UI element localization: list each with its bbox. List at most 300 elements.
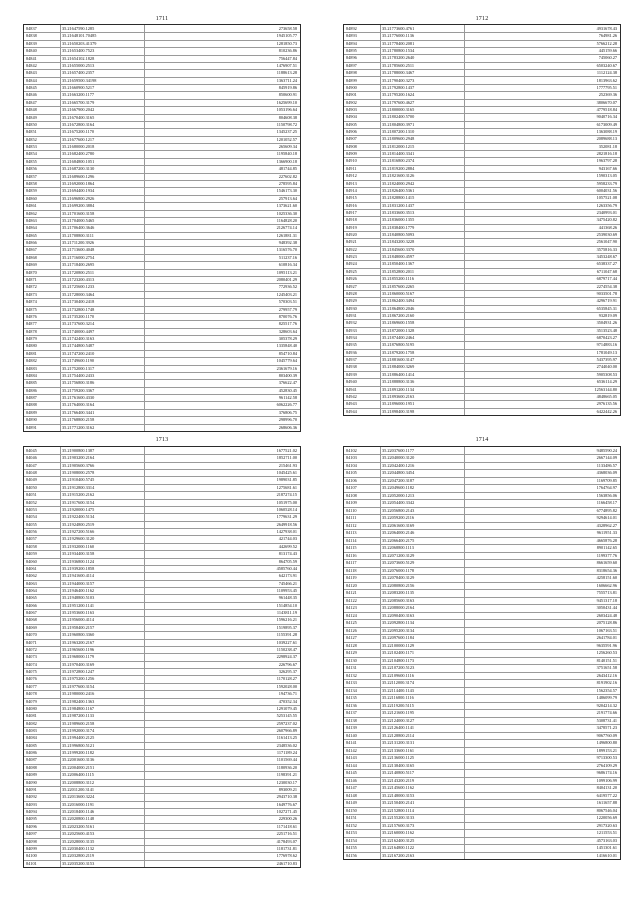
value-cell: 1590313.05 [596, 173, 617, 179]
coordinate-cell: 35.21694400.1934 [62, 188, 95, 194]
value-cell: 845919.86 [278, 85, 297, 91]
value-cell: 1291079.45 [276, 705, 297, 711]
value-cell: 2461710.83 [276, 860, 297, 866]
row-id-cell: 84854 [26, 151, 37, 157]
value-cell: 6774895.82 [596, 507, 617, 513]
value-cell: 745466.21 [278, 580, 297, 586]
value-cell: 1245403.21 [276, 291, 297, 297]
coordinate-cell: 35.21749600.1190 [62, 358, 95, 364]
coordinate-cell: 35.21891200.1134 [382, 386, 415, 392]
coordinate-cell: 35.21773600.4761 [382, 26, 415, 31]
coordinate-cell: 35.21771200.3162 [62, 424, 95, 430]
coordinate-cell: 35.22042400.1216 [382, 462, 415, 468]
value-cell: 298996.70 [278, 417, 297, 423]
coordinate-cell: 35.21778400.2081 [382, 40, 415, 46]
row-id-cell: 84080 [26, 705, 37, 711]
row-id-cell: 84934 [346, 335, 357, 341]
coordinate-cell: 35.21711200.3926 [62, 240, 95, 246]
row-id-cell: 84150 [346, 807, 357, 813]
row-id-cell: 84065 [26, 595, 37, 601]
row-id-cell: 84119 [346, 575, 357, 581]
row-id-cell: 84942 [346, 393, 357, 399]
row-id-cell: 84909 [346, 151, 357, 157]
value-cell: 1625699.10 [276, 99, 297, 105]
row-id-cell: 84103 [346, 455, 357, 461]
table-row [344, 852, 620, 859]
value-cell: 2744040.00 [596, 364, 617, 370]
coordinate-cell: 35.22071200.3129 [382, 552, 415, 558]
value-cell: 1164828.20 [276, 217, 297, 223]
coordinate-cell: 35.21783200.2640 [382, 55, 415, 61]
coordinate-cell: 35.22035200.3153 [62, 860, 95, 866]
row-id-cell: 84875 [26, 306, 37, 312]
value-cell: 870076.76 [278, 313, 297, 319]
coordinate-cell: 35.22088000.2164 [382, 605, 415, 611]
value-cell: 6173009.49 [596, 121, 617, 127]
coordinate-cell: 35.21874400.2464 [382, 335, 415, 341]
coordinate-cell: 35.21987200.1133 [62, 713, 95, 719]
row-id-cell: 84045 [26, 448, 37, 453]
coordinate-cell: 35.21944000.3157 [62, 580, 95, 586]
value-cell: 9033501.78 [596, 290, 617, 296]
coordinate-cell: 35.21723200.4313 [62, 276, 95, 282]
coordinate-cell: 35.21647590.1285 [62, 26, 95, 31]
coordinate-cell: 35.22020800.1148 [62, 816, 95, 822]
row-id-cell: 84906 [346, 129, 357, 135]
value-cell: 1161413.25 [276, 735, 297, 741]
value-cell: 1596216.21 [276, 617, 297, 623]
row-id-cell: 84050 [26, 484, 37, 490]
row-id-cell: 84877 [26, 321, 37, 327]
row-id-cell: 84933 [346, 327, 357, 333]
coordinate-cell: 35.22008800.3112 [62, 779, 95, 785]
value-cell: 2603424.48 [596, 612, 617, 618]
value-cell: 1275681.61 [276, 484, 297, 490]
coordinate-cell: 35.22030400.1132 [62, 845, 95, 851]
row-id-cell: 84142 [346, 747, 357, 753]
value-cell: 1195840.18 [276, 151, 297, 157]
row-id-cell: 84047 [26, 462, 37, 468]
row-id-cell: 84891 [26, 424, 37, 430]
value-cell: 570303.51 [278, 299, 297, 305]
row-id-cell: 84097 [26, 831, 37, 837]
coordinate-cell: 35.21876800.5195 [382, 342, 415, 348]
coordinate-cell: 35.21951200.1141 [62, 602, 95, 608]
value-cell: 252369.36 [598, 92, 617, 98]
coordinate-cell: 35.21893600.2163 [382, 393, 415, 399]
coordinate-cell: 35.21855200.1116 [382, 276, 414, 282]
row-id-cell: 84064 [26, 588, 37, 593]
coordinate-cell: 35.21903200.2164 [62, 455, 95, 461]
value-cell: 642173.91 [278, 573, 297, 579]
row-id-cell: 84086 [26, 750, 37, 756]
coordinate-cell: 35.21840800.5093 [382, 232, 415, 238]
coordinate-cell: 35.21862400.3494 [382, 298, 415, 304]
value-cell: 5437395.97 [596, 357, 617, 363]
coordinate-cell: 35.21980000.2416 [62, 691, 95, 697]
value-cell: 8901142.65 [596, 545, 617, 551]
value-cell: 2126774.14 [276, 225, 297, 231]
row-id-cell: 84929 [346, 298, 357, 304]
value-cell: 1562354.57 [596, 687, 617, 693]
row-id-cell: 84055 [26, 521, 37, 527]
row-id-cell: 84084 [26, 735, 37, 741]
coordinate-cell: 35.21852800.2011 [382, 268, 415, 274]
coordinate-cell: 35.22160000.1162 [382, 830, 415, 836]
row-id-cell: 84844 [26, 77, 37, 83]
row-id-cell: 84840 [26, 48, 37, 54]
row-id-cell: 84131 [346, 665, 357, 671]
value-cell: 8661659.60 [596, 560, 617, 566]
row-id-cell: 84101 [26, 860, 37, 866]
coordinate-cell: 35.21768800.2158 [62, 417, 95, 423]
value-cell: 9714883.16 [596, 342, 617, 348]
row-id-cell: 84058 [26, 543, 37, 549]
coordinate-cell: 35.21653400.7523 [62, 48, 95, 54]
value-cell: 850600.91 [278, 92, 297, 98]
value-cell: 1155391.28 [276, 632, 297, 638]
coordinate-cell: 35.21785600.2511 [382, 62, 415, 68]
row-id-cell: 84143 [346, 755, 357, 761]
coordinate-cell: 35.22133600.1161 [382, 747, 415, 753]
coordinate-cell: 35.21941600.4114 [62, 573, 95, 579]
coordinate-cell: 35.21742400.3163 [62, 336, 95, 342]
coordinate-cell: 35.21718400.2695 [62, 262, 95, 268]
value-cell: 1171418.61 [276, 823, 297, 829]
coordinate-cell: 35.21845600.3370 [382, 246, 415, 252]
row-id-cell: 84120 [346, 582, 357, 588]
coordinate-cell: 35.21881600.3147 [382, 357, 415, 363]
value-cell: 1045425.61 [276, 470, 297, 476]
row-id-cell: 84104 [346, 462, 357, 468]
value-cell: 3453248.67 [596, 254, 617, 260]
coordinate-cell: 35.22006400.1115 [62, 772, 94, 778]
value-cell: 1166458.17 [596, 500, 617, 506]
coordinate-cell: 35.21972800.1247 [62, 669, 95, 675]
value-cell: 3513523.48 [596, 327, 617, 333]
value-cell: 9067760.09 [596, 732, 617, 738]
row-id-cell: 84056 [26, 529, 37, 535]
coordinate-cell: 35.21924800.2519 [62, 521, 95, 527]
value-cell: 421744.03 [278, 536, 297, 542]
coordinate-cell: 35.21680000.2018 [62, 144, 95, 150]
coordinate-cell: 35.22076000.1178 [382, 567, 415, 573]
coordinate-cell: 35.21958400.2157 [62, 624, 95, 630]
row-id-cell: 84060 [26, 558, 37, 564]
value-cell: 1261881.31 [276, 232, 297, 238]
value-cell: 1211553.51 [596, 830, 617, 836]
coordinate-cell: 35.21857600.2265 [382, 283, 415, 289]
coordinate-cell: 35.22001600.3136 [62, 757, 95, 763]
row-id-cell: 84052 [26, 499, 37, 505]
value-cell: 1101569.44 [276, 757, 297, 763]
coordinate-cell: 35.21804800.3971 [382, 121, 415, 127]
value-cell: 8404131.20 [596, 785, 617, 791]
value-cell: 6879717.44 [596, 276, 617, 282]
coordinate-cell: 35.22061600.3169 [382, 522, 415, 528]
coordinate-cell: 35.21888800.3136 [382, 379, 415, 385]
value-cell: 5766212.28 [596, 40, 617, 46]
row-id-cell: 84073 [26, 654, 37, 660]
value-cell: 215461.93 [278, 462, 297, 468]
value-cell: 4779518.84 [596, 106, 617, 112]
value-cell: 1363088.19 [596, 129, 617, 135]
value-cell: 1199377.76 [596, 552, 617, 558]
coordinate-cell: 35.21831200.1437 [382, 202, 415, 208]
value-cell: 445159.66 [598, 48, 617, 54]
coordinate-cell: 35.22124000.3127 [382, 717, 415, 723]
row-id-cell: 84923 [346, 254, 357, 260]
row-id-cell: 84856 [26, 166, 37, 172]
coordinate-cell: 35.21797600.4627 [382, 99, 415, 105]
row-id-cell: 84072 [26, 646, 37, 652]
coordinate-cell: 35.21809600.2948 [382, 136, 415, 142]
value-cell: 229300.26 [278, 816, 297, 822]
value-cell: 756447.84 [278, 55, 297, 61]
row-id-cell: 84114 [346, 537, 357, 543]
value-cell: 8191902.16 [596, 680, 617, 686]
row-id-cell: 84129 [346, 650, 357, 656]
coordinate-cell: 35.21701600.3158 [62, 210, 95, 216]
value-cell: 2348536.02 [276, 742, 297, 748]
value-cell: 1476907.51 [276, 62, 297, 68]
value-cell: 1170128.27 [276, 676, 297, 682]
row-id-cell: 84876 [26, 313, 37, 319]
value-cell: 328603.64 [278, 328, 297, 334]
value-cell: 1256260.53 [596, 650, 617, 656]
row-id-cell: 84126 [346, 627, 357, 633]
row-id-cell: 84067 [26, 610, 37, 616]
value-cell: 4258151.60 [596, 575, 617, 581]
row-id-cell: 84076 [26, 676, 37, 682]
value-cell: 1133486.57 [596, 462, 617, 468]
value-cell: 1777795.51 [596, 84, 617, 90]
value-cell: 2080401.29 [276, 276, 297, 282]
row-id-cell: 84078 [26, 691, 37, 697]
value-cell: 813174.43 [278, 551, 297, 557]
value-cell: 1486099.79 [596, 695, 617, 701]
row-id-cell: 84917 [346, 209, 357, 215]
row-id-cell: 84905 [346, 121, 357, 127]
coordinate-cell: 35.22054400.3342 [382, 500, 415, 506]
value-cell: 961142.58 [278, 395, 297, 401]
row-id-cell: 84932 [346, 320, 357, 326]
row-id-cell: 84046 [26, 455, 37, 461]
row-id-cell: 84904 [346, 114, 357, 120]
row-id-cell: 84930 [346, 305, 357, 311]
coordinate-cell: 35.21788000.3467 [382, 70, 415, 76]
coordinate-cell: 35.21867200.2160 [382, 312, 415, 318]
row-id-cell: 84049 [26, 477, 37, 483]
coordinate-cell: 35.21654102.1828 [62, 55, 95, 61]
value-cell: 932819.09 [598, 312, 617, 318]
value-cell: 9611951.33 [596, 530, 617, 536]
value-cell: 1181731.81 [276, 845, 297, 851]
value-cell: 764981.26 [598, 33, 617, 39]
row-id-cell: 84154 [346, 837, 357, 843]
value-cell: 1171189.24 [276, 750, 297, 756]
value-cell: 1677521.02 [276, 448, 297, 453]
coordinate-cell: 35.21812000.1215 [382, 143, 415, 149]
row-id-cell: 84858 [26, 181, 37, 187]
value-cell: 511237.16 [278, 254, 297, 260]
coordinate-cell: 35.21708800.3111 [62, 232, 94, 238]
row-id-cell: 84920 [346, 232, 357, 238]
row-id-cell: 84921 [346, 239, 357, 245]
row-id-cell: 84879 [26, 336, 37, 342]
coordinate-cell: 35.22167200.2163 [382, 852, 415, 858]
row-id-cell: 84869 [26, 262, 37, 268]
value-cell: 2561047.90 [596, 239, 617, 245]
value-cell: 4665876.28 [596, 537, 617, 543]
coordinate-cell: 35.21675200.1170 [62, 129, 95, 135]
row-id-cell: 84852 [26, 136, 37, 142]
value-cell: 12563144.80 [594, 386, 617, 392]
coordinate-cell: 35.21667900.2042 [62, 107, 95, 113]
row-id-cell: 84070 [26, 632, 37, 638]
coordinate-cell: 35.21908000.2578 [62, 470, 95, 476]
coordinate-cell: 35.21650203.41379 [62, 40, 97, 46]
value-cell: 278595.84 [278, 181, 297, 187]
coordinate-cell: 35.22152800.1114 [382, 807, 414, 813]
coordinate-cell: 35.21922400.5134 [62, 514, 95, 520]
row-id-cell: 84139 [346, 725, 357, 731]
value-cell: 1963797.28 [596, 158, 617, 164]
coordinate-cell: 35.22044800.3454 [382, 470, 415, 476]
value-cell: 1188613.28 [276, 70, 297, 76]
row-id-cell: 84859 [26, 188, 37, 194]
table-row [344, 408, 620, 415]
value-cell: 3478571.23 [596, 725, 617, 731]
coordinate-cell: 35.21836000.1355 [382, 217, 415, 223]
coordinate-cell: 35.22157600.3173 [382, 822, 415, 828]
row-id-cell: 84128 [346, 642, 357, 648]
row-id-cell: 84860 [26, 195, 37, 201]
row-id-cell: 84922 [346, 246, 357, 252]
coordinate-cell: 35.22128800.2114 [382, 732, 415, 738]
coordinate-cell: 35.21826400.5361 [382, 187, 415, 193]
row-id-cell: 84925 [346, 268, 357, 274]
row-id-cell: 84919 [346, 224, 357, 230]
row-id-cell: 84885 [26, 380, 37, 386]
row-id-cell: 84132 [346, 672, 357, 678]
coordinate-cell: 35.21704000.5465 [62, 217, 95, 223]
row-id-cell: 84868 [26, 254, 37, 260]
coordinate-cell: 35.21975200.1256 [62, 676, 95, 682]
coordinate-cell: 35.22119200.5115 [382, 702, 414, 708]
coordinate-cell: 35.21828800.1415 [382, 195, 415, 201]
value-cell: 2764109.29 [596, 762, 617, 768]
coordinate-cell: 35.21934400.3158 [62, 551, 95, 557]
coordinate-cell: 35.21838400.1779 [382, 224, 415, 230]
coordinate-cell: 35.22095200.3134 [382, 627, 415, 633]
row-id-cell: 84061 [26, 565, 37, 571]
value-cell: 194736.71 [278, 691, 297, 697]
value-cell: 2641784.01 [596, 635, 617, 641]
row-id-cell: 84908 [346, 143, 357, 149]
row-id-cell: 84927 [346, 283, 357, 289]
row-id-cell: 84916 [346, 202, 357, 208]
coordinate-cell: 35.22148000.3153 [382, 792, 415, 798]
row-id-cell: 84901 [346, 92, 357, 98]
row-id-cell: 84098 [26, 838, 37, 844]
row-id-cell: 84048 [26, 470, 37, 476]
value-cell: 6419577.22 [596, 792, 617, 798]
row-id-cell: 84063 [26, 580, 37, 586]
coordinate-cell: 35.22116800.1116 [382, 695, 414, 701]
value-cell: 6711047.68 [596, 268, 617, 274]
value-cell: 2667144.09 [596, 455, 617, 461]
page-title: 1713 [155, 437, 169, 443]
coordinate-cell: 35.21869600.1558 [382, 320, 415, 326]
coordinate-cell: 35.21848000.4597 [382, 254, 415, 260]
coordinate-cell: 35.21663200.1177 [62, 92, 95, 98]
value-cell: 745060.27 [598, 55, 617, 61]
value-cell: 1316576.70 [276, 247, 297, 253]
row-id-cell: 84100 [26, 853, 37, 859]
value-cell: 6062226.77 [276, 402, 297, 408]
value-cell: 3806670.07 [596, 99, 617, 105]
coordinate-cell: 35.22040000.3120 [382, 455, 415, 461]
value-cell: 810236.86 [278, 48, 297, 54]
row-id-cell: 84102 [346, 448, 357, 453]
row-id-cell: 84884 [26, 372, 37, 378]
coordinate-cell: 35.22068800.1113 [382, 545, 414, 551]
value-cell: 1451301.61 [596, 845, 617, 851]
value-cell: 1099106.99 [596, 777, 617, 783]
value-cell: 1180936.20 [276, 764, 297, 770]
value-cell: 442699.52 [278, 543, 297, 549]
coordinate-cell: 35.21725600.1233 [62, 284, 95, 290]
value-cell: 2976135.56 [596, 401, 617, 407]
coordinate-cell: 35.21682400.2780 [62, 151, 95, 157]
value-cell: 1067163.51 [596, 627, 617, 633]
row-id-cell: 84935 [346, 342, 357, 348]
value-cell: 2597237.02 [276, 720, 297, 726]
coordinate-cell: 35.22104800.1173 [382, 657, 415, 663]
coordinate-cell: 35.21684800.1051 [62, 158, 95, 164]
value-cell: 8140151.51 [596, 657, 617, 663]
coordinate-cell: 35.22073600.5129 [382, 560, 415, 566]
coordinate-cell: 35.21864800.2046 [382, 305, 415, 311]
coordinate-cell: 35.21898400.3198 [382, 408, 415, 414]
coordinate-cell: 35.21716000.2754 [62, 254, 95, 260]
coordinate-cell: 35.21915200.2162 [62, 492, 95, 498]
value-cell: 1776978.62 [276, 853, 297, 859]
coordinate-cell: 35.21706400.3646 [62, 225, 95, 231]
table-row [24, 860, 300, 867]
coordinate-cell: 35.22121600.1195 [382, 710, 415, 716]
row-id-cell: 84883 [26, 365, 37, 371]
coordinate-cell: 35.22018400.1146 [62, 809, 95, 815]
row-id-cell: 84857 [26, 173, 37, 179]
value-cell: 1109953.45 [276, 588, 297, 593]
coordinate-cell: 35.21747200.2410 [62, 350, 95, 356]
coordinate-cell: 35.21761600.4330 [62, 395, 95, 401]
value-cell: 2340993.01 [596, 209, 617, 215]
value-cell: 1363711.24 [276, 77, 297, 83]
value-cell: 5958233.79 [596, 180, 617, 186]
coordinate-cell: 35.21984800.1167 [62, 705, 95, 711]
row-id-cell: 84878 [26, 328, 37, 334]
coordinate-cell: 35.21879200.1758 [382, 349, 415, 355]
value-cell: 9485590.24 [596, 448, 617, 453]
row-id-cell: 84117 [346, 560, 357, 566]
row-id-cell: 84095 [26, 816, 37, 822]
row-id-cell: 84861 [26, 203, 37, 209]
row-id-cell: 84068 [26, 617, 37, 623]
row-id-cell: 84074 [26, 661, 37, 667]
